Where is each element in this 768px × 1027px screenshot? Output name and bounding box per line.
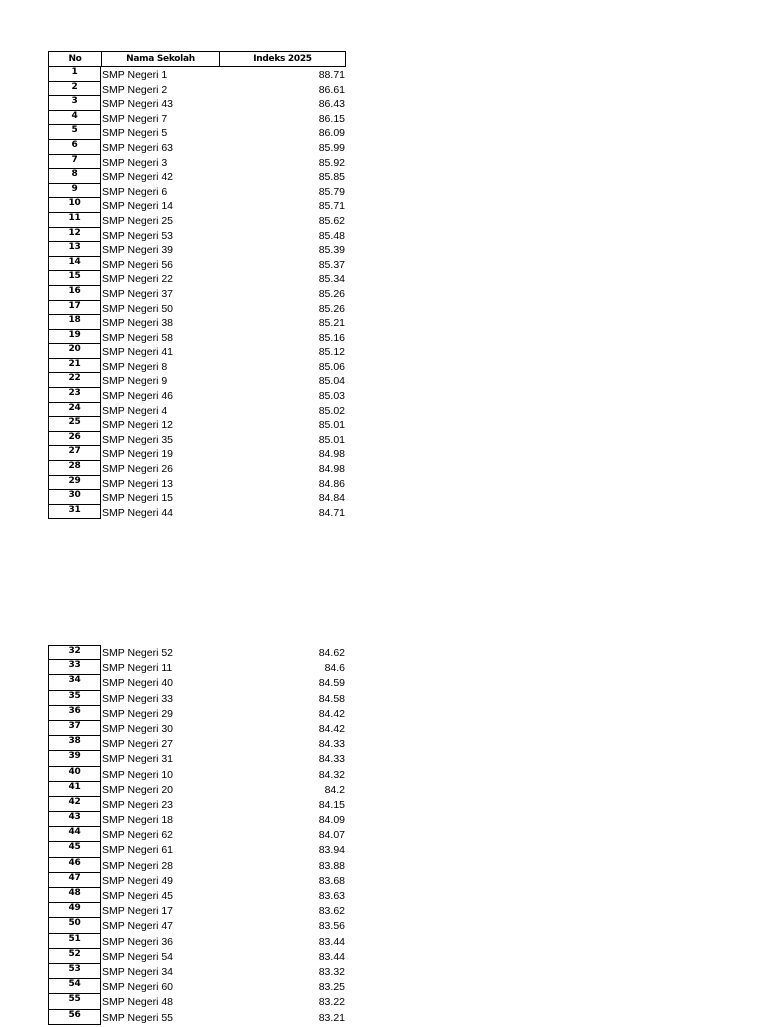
table-row [48,797,346,812]
school-name: SMP Negeri 44 [102,506,174,519]
index-value: 88.71 [318,69,345,81]
school-name: SMP Negeri 40 [102,677,174,690]
row-number: 15 [48,271,101,286]
index-value: 85.12 [318,346,345,359]
index-value: 84.33 [318,738,345,751]
row-number: 21 [48,359,101,374]
index-value: 85.16 [318,331,345,344]
row-number: 11 [48,213,101,228]
school-name: SMP Negeri 25 [102,214,174,227]
school-name: SMP Negeri 10 [102,768,174,781]
column-header-no: No [49,52,102,66]
index-value: 86.15 [318,112,345,125]
table-row [48,964,346,979]
table-row [48,286,346,301]
school-name: SMP Negeri 20 [102,783,174,796]
school-name: SMP Negeri 56 [102,258,174,271]
school-name: SMP Negeri 53 [102,229,174,242]
row-number: 31 [48,505,101,520]
table-row [48,660,346,675]
table-row [48,490,346,505]
table-row [48,184,346,199]
index-value: 83.56 [318,920,345,933]
school-name: SMP Negeri 49 [102,874,174,887]
row-number: 24 [48,403,101,418]
table-row [48,96,346,111]
row-number: 55 [48,994,101,1009]
index-value: 85.62 [318,214,345,227]
table-row [48,228,346,243]
row-number: 41 [48,782,101,797]
index-value: 86.43 [318,98,345,111]
row-number: 14 [48,257,101,272]
table-row [48,403,346,418]
row-number: 1 [48,67,101,82]
index-value: 84.62 [318,647,345,659]
table-row [48,417,346,432]
row-number: 40 [48,767,101,782]
index-value: 83.68 [318,874,345,887]
table-row [48,330,346,345]
row-number: 39 [48,751,101,766]
row-number: 45 [48,842,101,857]
index-value: 86.61 [318,83,345,96]
index-value: 85.39 [318,244,345,257]
row-number: 46 [48,858,101,873]
index-value: 84.59 [318,677,345,690]
school-name: SMP Negeri 4 [102,404,168,417]
school-index-table-continued [48,645,346,1025]
row-number: 44 [48,827,101,842]
index-value: 83.63 [318,890,345,902]
table-row [48,1010,346,1025]
row-number: 37 [48,721,101,736]
index-value: 85.79 [318,185,345,198]
index-value: 86.09 [318,127,345,140]
index-value: 85.26 [318,302,345,315]
school-name: SMP Negeri 48 [102,996,174,1009]
row-number: 22 [48,373,101,388]
table-row [48,359,346,374]
index-value: 85.34 [318,273,345,286]
row-number: 2 [48,82,101,97]
table-row [48,373,346,388]
index-value: 84.42 [318,707,345,720]
school-name: SMP Negeri 3 [102,156,168,169]
school-name: SMP Negeri 31 [102,753,174,766]
school-name: SMP Negeri 14 [102,200,174,213]
school-name: SMP Negeri 9 [102,375,168,388]
index-value: 85.99 [318,141,345,154]
row-number: 42 [48,797,101,812]
index-value: 84.2 [324,783,345,796]
row-number: 19 [48,330,101,345]
row-number: 3 [48,96,101,111]
table-header [48,51,346,67]
row-number: 23 [48,388,101,403]
table-row [48,842,346,857]
table-row [48,301,346,316]
school-name: SMP Negeri 28 [102,859,174,872]
row-number: 36 [48,706,101,721]
index-value: 84.6 [324,662,345,675]
school-name: SMP Negeri 8 [102,360,168,373]
table-row [48,257,346,272]
school-name: SMP Negeri 12 [102,419,174,432]
index-value: 85.26 [318,287,345,300]
index-value: 84.86 [318,477,345,490]
table-row [48,721,346,736]
school-name: SMP Negeri 62 [102,829,174,842]
school-name: SMP Negeri 38 [102,317,174,330]
table-row [48,873,346,888]
school-name: SMP Negeri 27 [102,738,174,751]
row-number: 50 [48,918,101,933]
school-name: SMP Negeri 39 [102,244,174,257]
index-value: 84.09 [318,814,345,827]
index-value: 83.25 [318,981,345,994]
table-row [48,979,346,994]
index-value: 85.48 [318,229,345,242]
school-name: SMP Negeri 55 [102,1011,174,1024]
row-number: 13 [48,242,101,257]
school-name: SMP Negeri 33 [102,692,174,705]
table-row [48,782,346,797]
table-row [48,213,346,228]
row-number: 54 [48,979,101,994]
row-number: 10 [48,198,101,213]
index-value: 83.88 [318,859,345,872]
index-value: 84.42 [318,722,345,735]
table-row [48,169,346,184]
row-number: 48 [48,888,101,903]
row-number: 26 [48,432,101,447]
table-row [48,315,346,330]
row-number: 8 [48,169,101,184]
index-value: 85.01 [318,419,345,432]
school-name: SMP Negeri 52 [102,647,174,659]
table-row [48,140,346,155]
table-row [48,344,346,359]
table-row [48,432,346,447]
index-value: 84.98 [318,448,345,461]
row-number: 43 [48,812,101,827]
index-value: 83.44 [318,950,345,963]
table-row [48,645,346,660]
school-name: SMP Negeri 19 [102,448,174,461]
table-row [48,888,346,903]
table-row [48,918,346,933]
school-name: SMP Negeri 54 [102,950,174,963]
school-name: SMP Negeri 22 [102,273,174,286]
school-name: SMP Negeri 37 [102,287,174,300]
column-header-school-name: Nama Sekolah [102,52,220,66]
row-number: 35 [48,691,101,706]
table-row [48,242,346,257]
school-name: SMP Negeri 58 [102,331,174,344]
school-name: SMP Negeri 61 [102,844,174,857]
index-value: 84.98 [318,463,345,476]
row-number: 28 [48,461,101,476]
index-value: 83.32 [318,965,345,978]
school-name: SMP Negeri 43 [102,98,174,111]
index-value: 84.07 [318,829,345,842]
row-number: 49 [48,903,101,918]
index-value: 83.21 [318,1011,345,1024]
index-value: 85.04 [318,375,345,388]
school-name: SMP Negeri 6 [102,185,168,198]
school-name: SMP Negeri 26 [102,463,174,476]
table-row [48,751,346,766]
school-name: SMP Negeri 2 [102,83,168,96]
table-body [48,645,346,1025]
table-row [48,476,346,491]
row-number: 34 [48,675,101,690]
row-number: 7 [48,155,101,170]
row-number: 29 [48,476,101,491]
index-value: 85.21 [318,317,345,330]
table-row [48,198,346,213]
school-name: SMP Negeri 47 [102,920,174,933]
index-value: 85.02 [318,404,345,417]
index-value: 83.94 [318,844,345,857]
row-number: 20 [48,344,101,359]
school-name: SMP Negeri 50 [102,302,174,315]
school-name: SMP Negeri 42 [102,171,174,184]
row-number: 33 [48,660,101,675]
row-number: 17 [48,301,101,316]
index-value: 83.44 [318,935,345,948]
index-value: 84.33 [318,753,345,766]
school-name: SMP Negeri 60 [102,981,174,994]
school-name: SMP Negeri 45 [102,890,174,902]
index-value: 83.62 [318,905,345,918]
row-number: 12 [48,228,101,243]
row-number: 52 [48,949,101,964]
table-row [48,691,346,706]
school-index-table [48,51,346,519]
table-row [48,736,346,751]
school-name: SMP Negeri 30 [102,722,174,735]
index-value: 85.06 [318,360,345,373]
row-number: 18 [48,315,101,330]
table-row [48,827,346,842]
table-row [48,903,346,918]
index-value: 85.37 [318,258,345,271]
school-name: SMP Negeri 17 [102,905,174,918]
row-number: 56 [48,1010,101,1025]
row-number: 4 [48,111,101,126]
row-number: 51 [48,934,101,949]
index-value: 84.71 [318,506,345,519]
index-value: 85.71 [318,200,345,213]
index-value: 85.85 [318,171,345,184]
school-name: SMP Negeri 5 [102,127,168,140]
index-value: 85.03 [318,390,345,403]
school-name: SMP Negeri 63 [102,141,174,154]
row-number: 38 [48,736,101,751]
table-row [48,271,346,286]
table-row [48,155,346,170]
index-value: 85.01 [318,433,345,446]
row-number: 16 [48,286,101,301]
table-row [48,505,346,520]
row-number: 27 [48,446,101,461]
table-row [48,767,346,782]
school-name: SMP Negeri 36 [102,935,174,948]
table-row [48,111,346,126]
row-number: 5 [48,125,101,140]
table-row [48,461,346,476]
table-row [48,812,346,827]
table-row [48,706,346,721]
school-name: SMP Negeri 7 [102,112,168,125]
school-name: SMP Negeri 15 [102,492,174,505]
school-name: SMP Negeri 23 [102,798,174,811]
index-value: 84.32 [318,768,345,781]
table-row [48,446,346,461]
table-row [48,125,346,140]
table-row [48,994,346,1009]
row-number: 6 [48,140,101,155]
table-row [48,858,346,873]
school-name: SMP Negeri 46 [102,390,174,403]
row-number: 30 [48,490,101,505]
row-number: 32 [48,645,101,660]
table-row [48,934,346,949]
school-name: SMP Negeri 13 [102,477,174,490]
index-value: 84.58 [318,692,345,705]
table-row [48,949,346,964]
row-number: 47 [48,873,101,888]
column-header-index-2025: Indeks 2025 [253,54,312,64]
row-number: 53 [48,964,101,979]
table-row [48,82,346,97]
table-body [48,67,346,519]
school-name: SMP Negeri 11 [102,662,173,675]
index-value: 85.92 [318,156,345,169]
table-row [48,67,346,82]
school-name: SMP Negeri 34 [102,965,174,978]
row-number: 25 [48,417,101,432]
index-value: 83.22 [318,996,345,1009]
table-row [48,388,346,403]
school-name: SMP Negeri 35 [102,433,174,446]
index-value: 84.84 [318,492,345,505]
school-name: SMP Negeri 18 [102,814,174,827]
row-number: 9 [48,184,101,199]
index-value: 84.15 [318,798,345,811]
school-name: SMP Negeri 41 [102,346,174,359]
school-name: SMP Negeri 29 [102,707,174,720]
table-row [48,675,346,690]
school-name: SMP Negeri 1 [102,69,168,81]
